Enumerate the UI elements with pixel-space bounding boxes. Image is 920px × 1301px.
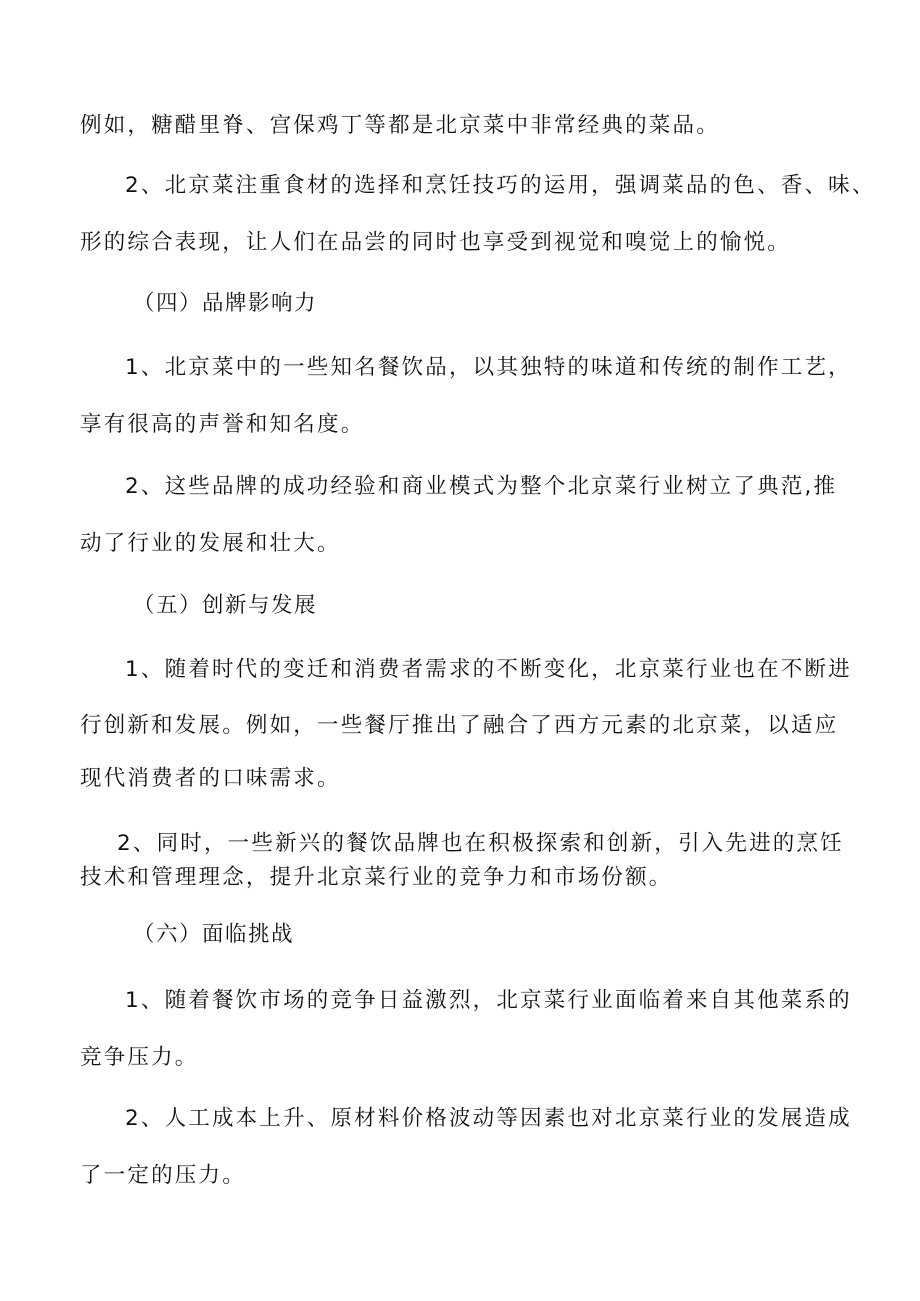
paragraph-line: 例如，糖醋里脊、宫保鸡丁等都是北京菜中非常经典的菜品。	[80, 113, 720, 138]
paragraph-line: 动了行业的发展和壮大。	[80, 531, 341, 556]
paragraph-line: 2、北京菜注重食材的选择和烹饪技巧的运用，强调菜品的色、香、味、	[125, 173, 876, 198]
paragraph-line: 形的综合表现，让人们在品尝的同时也享受到视觉和嗅觉上的愉悦。	[80, 230, 792, 255]
paragraph-line: 现代消费者的口味需求。	[80, 766, 341, 791]
paragraph-line: 1、北京菜中的一些知名餐饮品，以其独特的味道和传统的制作工艺，	[125, 355, 852, 380]
section-heading-challenges: （六）面临挑战	[133, 922, 295, 947]
section-heading-brand-influence: （四）品牌影响力	[133, 291, 318, 316]
paragraph-line: 了一定的压力。	[80, 1163, 246, 1188]
paragraph-line: 行创新和发展。例如，一些餐厅推出了融合了西方元素的北京菜，以适应	[80, 713, 839, 738]
paragraph-line: 享有很高的声誉和知名度。	[80, 412, 365, 437]
paragraph-line: 竞争压力。	[80, 1045, 199, 1070]
paragraph-line: 技术和管理理念，提升北京菜行业的竞争力和市场份额。	[80, 865, 673, 890]
paragraph-line: 1、随着餐饮市场的竞争日益激烈，北京菜行业面临着来自其他菜系的	[125, 988, 852, 1013]
paragraph-line: 1、随着时代的变迁和消费者需求的不断变化，北京菜行业也在不断进	[125, 657, 852, 682]
section-heading-innovation: （五）创新与发展	[133, 593, 318, 618]
paragraph-line: 2、这些品牌的成功经验和商业模式为整个北京菜行业树立了典范,推	[125, 474, 838, 499]
paragraph-line: 2、人工成本上升、原材料价格波动等因素也对北京菜行业的发展造成	[125, 1106, 852, 1131]
paragraph-line: 2、同时，一些新兴的餐饮品牌也在积极探索和创新，引入先进的烹饪	[117, 831, 844, 856]
